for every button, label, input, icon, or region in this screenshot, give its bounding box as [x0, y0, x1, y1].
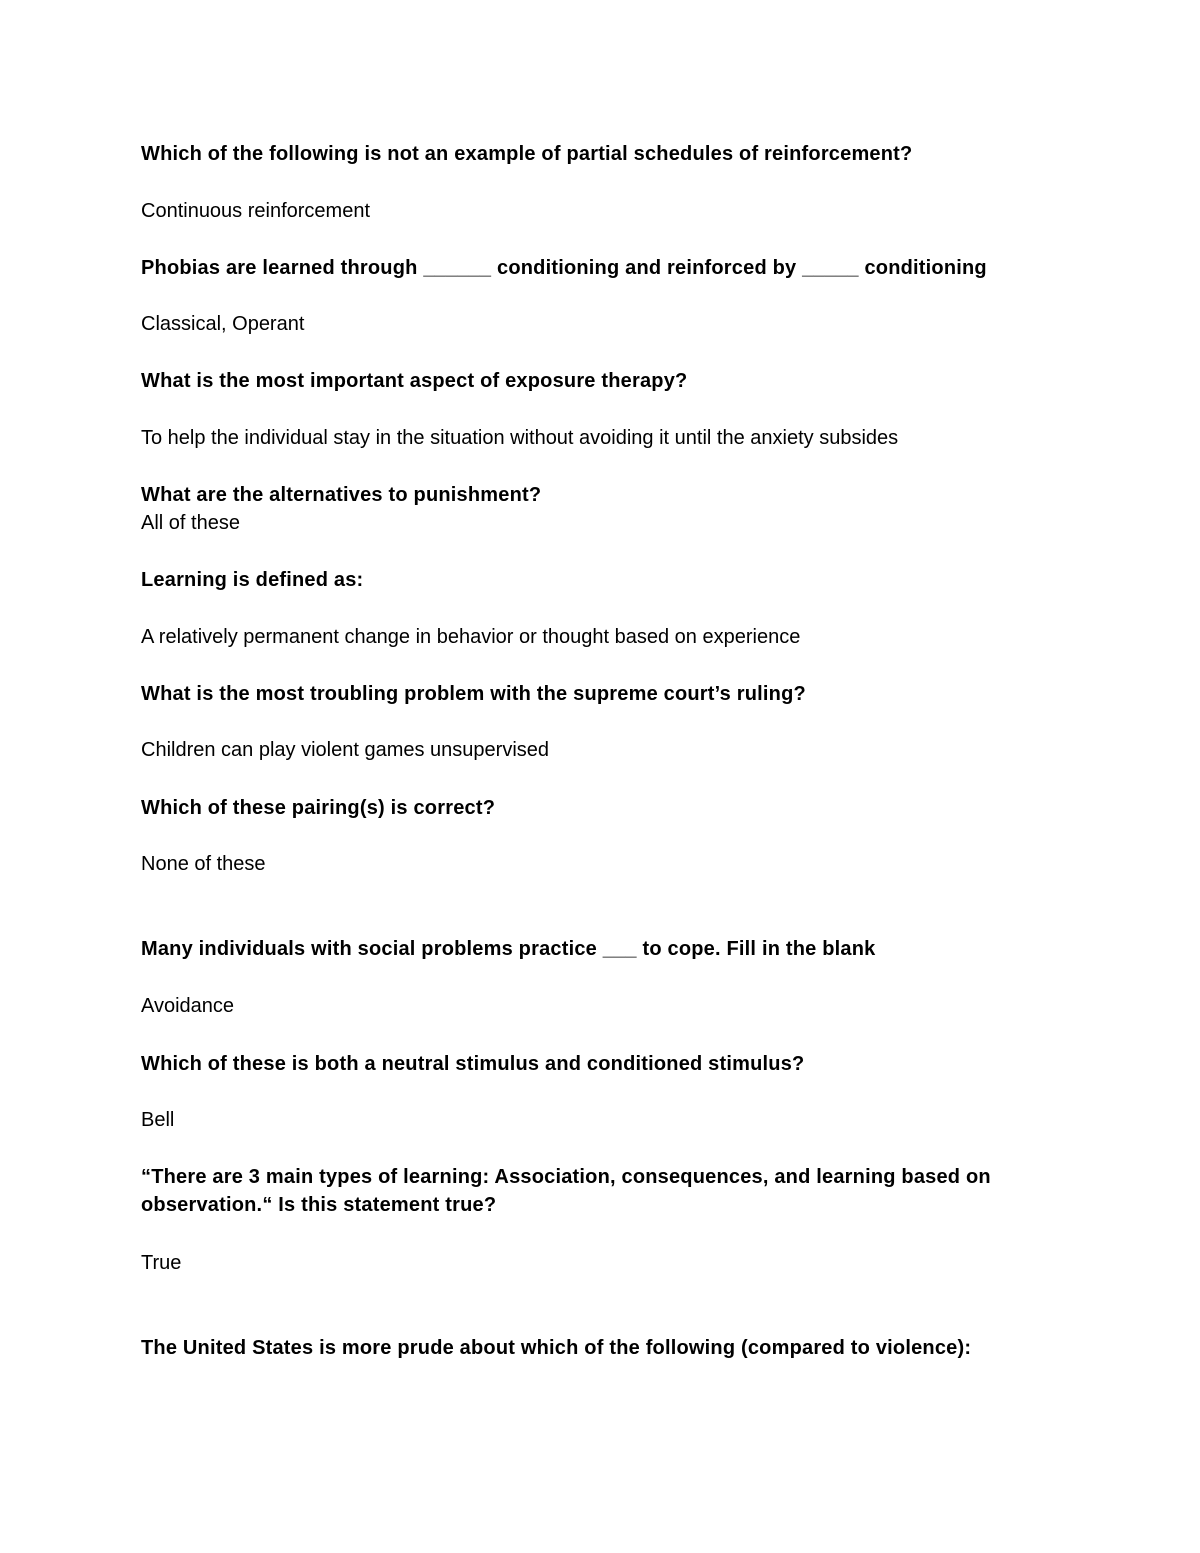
question-7: Which of these pairing(s) is correct?	[141, 797, 496, 819]
question-9: Which of these is both a neutral stimulus and conditioned stimulus?	[141, 1053, 805, 1075]
question-6: What is the most troubling problem with the supreme court’s ruling?	[141, 683, 806, 705]
question-2: Phobias are learned through ______ conditioning and reinforced by _____ conditioning	[141, 257, 987, 279]
answer-8: Avoidance	[141, 995, 235, 1017]
answer-3: To help the individual stay in the situation without avoiding it until the anxiety subsides	[141, 427, 899, 449]
answer-9: Bell	[141, 1109, 175, 1131]
answer-1: Continuous reinforcement	[141, 200, 371, 222]
question-3: What is the most important aspect of exposure therapy?	[141, 370, 688, 392]
answer-7: None of these	[141, 853, 266, 875]
question-4: What are the alternatives to punishment?	[141, 484, 542, 506]
answer-5: A relatively permanent change in behavior or thought based on experience	[141, 626, 801, 648]
answer-10: True	[141, 1252, 182, 1274]
question-11: The United States is more prude about which of the following (compared to violence):	[141, 1337, 972, 1359]
answer-2: Classical, Operant	[141, 313, 305, 335]
question-8: Many individuals with social problems practice ___ to cope. Fill in the blank	[141, 938, 876, 960]
answer-4: All of these	[141, 512, 240, 534]
question-1: Which of the following is not an example of partial schedules of reinforcement?	[141, 143, 913, 165]
answer-6: Children can play violent games unsupervised	[141, 739, 550, 761]
question-10: “There are 3 main types of learning: Association, consequences, and learning based on observation.“ Is this statement true?	[141, 1166, 991, 1216]
question-5: Learning is defined as:	[141, 569, 364, 591]
